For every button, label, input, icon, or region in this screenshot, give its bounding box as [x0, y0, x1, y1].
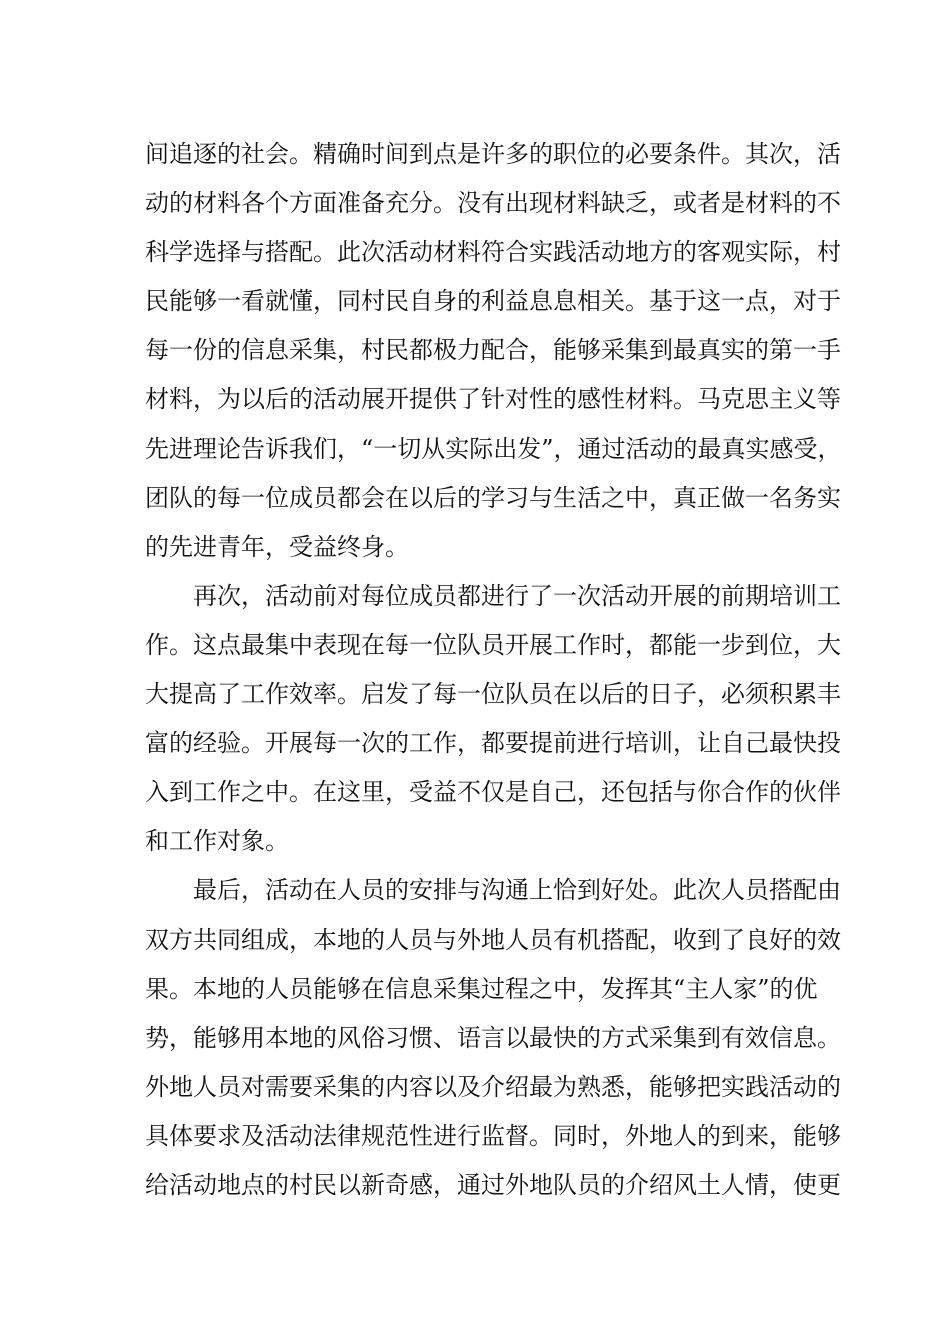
text-line: 动的材料各个方面准备充分。没有出现材料缺乏，或者是材料的不 — [145, 189, 841, 218]
text-line: 再次，活动前对每位成员都进行了一次活动开展的前期培训工 — [193, 581, 841, 610]
text-line: 给活动地点的村民以新奇感，通过外地队员的介绍风土人情，使更 — [145, 1170, 841, 1199]
text-line: 先进理论告诉我们，“一切从实际出发”，通过活动的最真实感受， — [145, 434, 842, 463]
text-line: 间追逐的社会。精确时间到点是许多的职位的必要条件。其次，活 — [145, 140, 841, 168]
text-line: 和工作对象。 — [145, 827, 289, 856]
text-line: 入到工作之中。在这里，受益不仅是自己，还包括与你合作的伙伴 — [145, 778, 841, 807]
text-line: 大提高了工作效率。启发了每一位队员在以后的日子，必须积累丰 — [145, 680, 841, 709]
text-line: 材料，为以后的活动展开提供了针对性的感性材料。马克思主义等 — [145, 385, 841, 414]
body-text — [145, 130, 842, 1210]
text-line: 的先进青年，受益终身。 — [145, 532, 409, 561]
text-line: 富的经验。开展每一次的工作，都要提前进行培训，让自己最快投 — [145, 729, 841, 758]
text-line: 作。这点最集中表现在每一位队员开展工作时，都能一步到位，大 — [145, 630, 841, 659]
text-line: 双方共同组成，本地的人员与外地人员有机搭配，收到了良好的效 — [145, 925, 841, 954]
text-line: 最后，活动在人员的安排与沟通上恰到好处。此次人员搭配由 — [193, 876, 841, 905]
text-line: 势，能够用本地的风俗习惯、语言以最快的方式采集到有效信息。 — [145, 1023, 841, 1052]
text-line: 团队的每一位成员都会在以后的学习与生活之中，真正做一名务实 — [145, 483, 841, 512]
text-line: 每一份的信息采集，村民都极力配合，能够采集到最真实的第一手 — [145, 336, 841, 365]
text-line: 果。本地的人员能够在信息采集过程之中，发挥其“主人家”的优 — [145, 974, 818, 1003]
text-line: 民能够一看就懂，同村民自身的利益息息相关。基于这一点，对于 — [145, 287, 841, 316]
text-line: 科学选择与搭配。此次活动材料符合实践活动地方的客观实际，村 — [145, 238, 841, 267]
text-line: 外地人员对需要采集的内容以及介绍最为熟悉，能够把实践活动的 — [145, 1072, 841, 1101]
text-line: 具体要求及活动法律规范性进行监督。同时，外地人的到来，能够 — [145, 1121, 841, 1150]
